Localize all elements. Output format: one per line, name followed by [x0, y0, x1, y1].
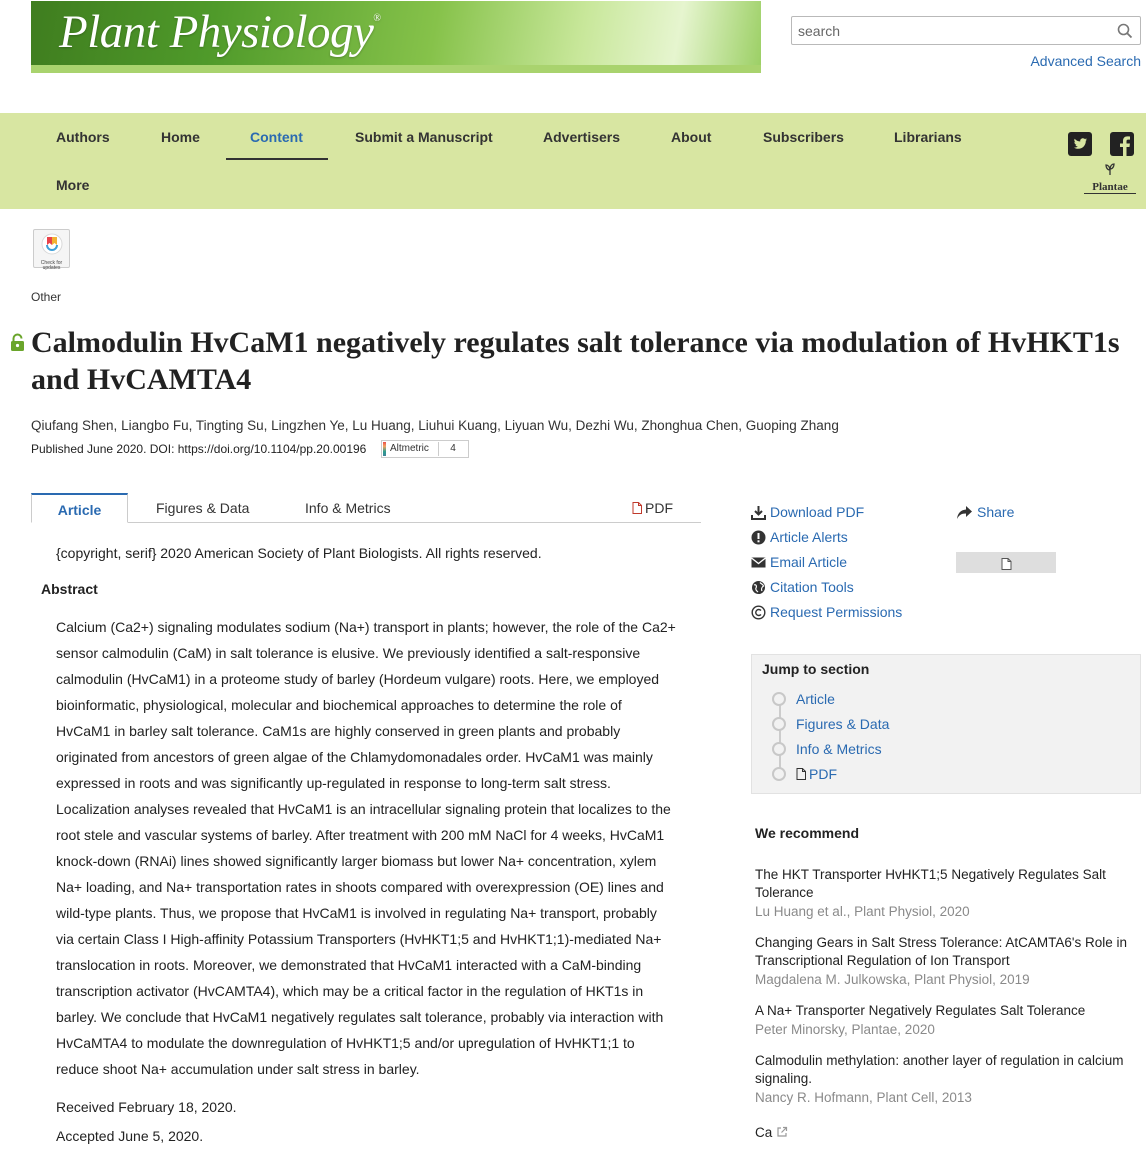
search-input[interactable] [792, 17, 1092, 44]
open-access-lock-icon [10, 333, 25, 352]
recommendation-title[interactable]: Calmodulin methylation: another layer of regulation in calcium signaling. [755, 1053, 1124, 1086]
recommendation-meta: Nancy R. Hofmann, Plant Cell, 2013 [755, 1090, 972, 1105]
nav-submit-manuscript[interactable]: Submit a Manuscript [355, 129, 493, 145]
abstract-line: reduce shoot Na+ accumulation under salt stress in barley. [56, 1061, 420, 1077]
citation-tools-link[interactable] [751, 579, 854, 595]
recommendation-title[interactable]: The HKT Transporter HvHKT1;5 Negatively Regulates Salt Tolerance [755, 867, 1106, 900]
publication-info: Published June 2020. DOI: https://doi.org/10.1104/pp.20.00196 [31, 442, 367, 456]
accepted-date: Accepted June 5, 2020. [56, 1128, 204, 1144]
request-permissions-label: Request Permissions [770, 604, 903, 620]
tab-article[interactable]: Article [31, 493, 128, 523]
check-updates-label: Check for updates [40, 260, 63, 271]
altmetric-label: Altmetric [383, 442, 436, 456]
recommendation-meta: Magdalena M. Julkowska, Plant Physiol, 2019 [755, 972, 1030, 987]
check-for-updates-badge[interactable] [33, 229, 70, 271]
email-article-label: Email Article [770, 554, 848, 570]
abstract-line: translocation in roots. Moreover, we demonstrated that HvCaM1 interacted with a CaM-binding [56, 957, 642, 973]
alert-icon [751, 530, 766, 545]
plantae-leaf-icon [1103, 162, 1117, 176]
abstract-line: Na+ loading, and Na+ transportation rates in shoots compared with overexpression (OE) lines and [56, 879, 664, 895]
recommendation-item[interactable] [755, 1124, 1135, 1142]
jump-to-section-panel [751, 654, 1141, 794]
jump-figures-link[interactable]: Figures & Data [772, 716, 889, 732]
abstract-line: root stele and vascular systems of barley. After treatment with 200 mM NaCl for 4 weeks, HvCaM1 [56, 827, 665, 843]
nav-active-indicator [226, 158, 328, 160]
abstract-line: via certain Class I High-affinity Potassium Transporters (HvHKT1;5 and HvHKT1;1)-mediated Na+ [56, 931, 662, 947]
abstract-line: calmodulin (HvCaM1) in a proteome study of barley (Hordeum vulgare) roots. Here, we employed [56, 671, 660, 687]
crossmark-icon [41, 233, 63, 255]
search-box [791, 16, 1141, 45]
jump-dot [772, 717, 786, 731]
abstract-line: HvCaMTA4 to modulate the downregulation of HvHKT1;5 and/or upregulation of HvHKT1;1 to [56, 1035, 635, 1051]
altmetric-count: 4 [438, 442, 467, 456]
tab-pdf[interactable] [632, 493, 673, 523]
download-pdf-label: Download PDF [770, 504, 865, 520]
abstract-line: Calcium (Ca2+) signaling modulates sodium (Na+) transport in plants; however, the role of the Ca2+ [56, 619, 676, 635]
plantae-label: Plantae [1084, 181, 1136, 194]
nav-librarians[interactable]: Librarians [894, 129, 962, 145]
jump-article-link[interactable]: Article [772, 691, 835, 707]
nav-about[interactable]: About [671, 129, 712, 145]
we-recommend-heading: We recommend [755, 825, 859, 841]
article-title: Calmodulin HvCaM1 negatively regulates salt tolerance via modulation of HvHKT1s and HvCAMTA4 [31, 326, 1120, 396]
article-alerts-link[interactable] [751, 529, 848, 545]
request-permissions-link[interactable] [751, 604, 902, 620]
recommendation-title[interactable]: Changing Gears in Salt Stress Tolerance: AtCAMTA6's Role in Transcriptional Regulation of Ion Transport [755, 935, 1128, 968]
abstract-line: originated from ancestors of green algae of the Chlamydomonadales order. HvCaM1 was mainly [56, 749, 653, 765]
article-alerts-label: Article Alerts [770, 529, 848, 545]
nav-more[interactable]: More [56, 177, 90, 193]
pdf-file-icon [632, 502, 642, 514]
pdf-file-icon [796, 768, 806, 780]
tab-figures-data[interactable]: Figures & Data [156, 500, 250, 516]
share-icon [956, 505, 973, 520]
nav-content[interactable]: Content [250, 129, 303, 145]
author-list[interactable]: Qiufang Shen, Liangbo Fu, Tingting Su, Lingzhen Ye, Lu Huang, Liuhui Kuang, Liyuan Wu, Dezhi Wu, Zhonghua Chen, Guoping Zhang [31, 418, 839, 433]
recommendation-title[interactable]: Ca [755, 1124, 1135, 1142]
nav-subscribers[interactable]: Subscribers [763, 129, 844, 145]
share-widget[interactable] [956, 552, 1056, 573]
jump-dot [772, 692, 786, 706]
jump-to-section-title: Jump to section [762, 661, 870, 677]
copyright-icon [751, 605, 766, 620]
copyright-notice: {copyright, serif} 2020 American Society of Plant Biologists. All rights reserved. [56, 545, 542, 561]
abstract-heading: Abstract [41, 581, 98, 597]
abstract-line: knock-down (RNAi) lines showed significantly larger biomass but lower Na+ concentration, xylem [56, 853, 657, 869]
download-pdf-link[interactable] [751, 504, 864, 520]
plantae-logo[interactable] [1084, 162, 1136, 194]
nav-authors[interactable]: Authors [56, 129, 110, 145]
abstract-line: HvCaM1 in barley salt tolerance. CaM1s are highly conserved in green plants and probably [56, 723, 621, 739]
abstract-line: transcription activator (HvCAMTA4), which may be a critical factor in the regulation of HKT1s in [56, 983, 644, 999]
abstract-line: wild-type plants. Thus, we propose that HvCaM1 is involved in regulating Na+ transport, probably [56, 905, 657, 921]
jump-pdf-link[interactable]: PDF [772, 766, 837, 782]
twitter-icon[interactable] [1068, 132, 1092, 156]
abstract-line: barley. We conclude that HvCaM1 negatively regulates salt tolerance, probably via interaction with [56, 1009, 664, 1025]
journal-banner[interactable] [31, 1, 761, 73]
external-link-icon [776, 1126, 788, 1138]
share-label: Share [977, 504, 1015, 520]
globe-icon [751, 580, 766, 595]
email-article-link[interactable] [751, 554, 847, 570]
journal-title: Plant Physiology® [59, 6, 381, 58]
recommendation-item[interactable] [755, 934, 1135, 990]
email-icon [751, 555, 766, 570]
recommendation-item[interactable] [755, 866, 1135, 922]
recommendation-item[interactable] [755, 1002, 1135, 1040]
jump-dot [772, 742, 786, 756]
abstract-line: bioinformatic, physiological, molecular and biochemical approaches to determine the role of [56, 697, 622, 713]
share-button[interactable] [956, 504, 1014, 520]
recommendation-meta: Lu Huang et al., Plant Physiol, 2020 [755, 904, 970, 919]
nav-home[interactable]: Home [161, 129, 200, 145]
article-type: Other [31, 290, 62, 304]
main-nav [0, 113, 1146, 209]
abstract-line: sensor calmodulin (CaM) in salt tolerance is elusive. We previously identified a salt-responsive [56, 645, 641, 661]
tab-pdf-label: PDF [645, 500, 673, 516]
facebook-icon[interactable] [1110, 132, 1134, 156]
recommendation-item[interactable] [755, 1052, 1135, 1108]
abstract-text [56, 614, 686, 1082]
recommendation-meta: Peter Minorsky, Plantae, 2020 [755, 1022, 935, 1037]
abstract-line: expressed in roots and was significantly up-regulated in response to long-term salt stress. [56, 775, 611, 791]
altmetric-badge[interactable] [381, 440, 469, 458]
recommendation-title[interactable]: A Na+ Transporter Negatively Regulates Salt Tolerance [755, 1003, 1086, 1018]
search-icon[interactable] [1117, 23, 1133, 39]
tab-info-metrics[interactable]: Info & Metrics [305, 500, 391, 516]
jump-info-metrics-link[interactable]: Info & Metrics [772, 741, 882, 757]
jump-dot [772, 767, 786, 781]
document-icon [1001, 558, 1012, 570]
citation-tools-label: Citation Tools [770, 579, 854, 595]
advanced-search-link[interactable]: Advanced Search [1030, 53, 1141, 69]
abstract-line: Localization analyses revealed that HvCaM1 is an intracellular signaling protein that localizes to the [56, 801, 671, 817]
nav-advertisers[interactable]: Advertisers [543, 129, 621, 145]
received-date: Received February 18, 2020. [56, 1099, 237, 1115]
jump-timeline [779, 699, 781, 774]
download-icon [751, 505, 766, 520]
